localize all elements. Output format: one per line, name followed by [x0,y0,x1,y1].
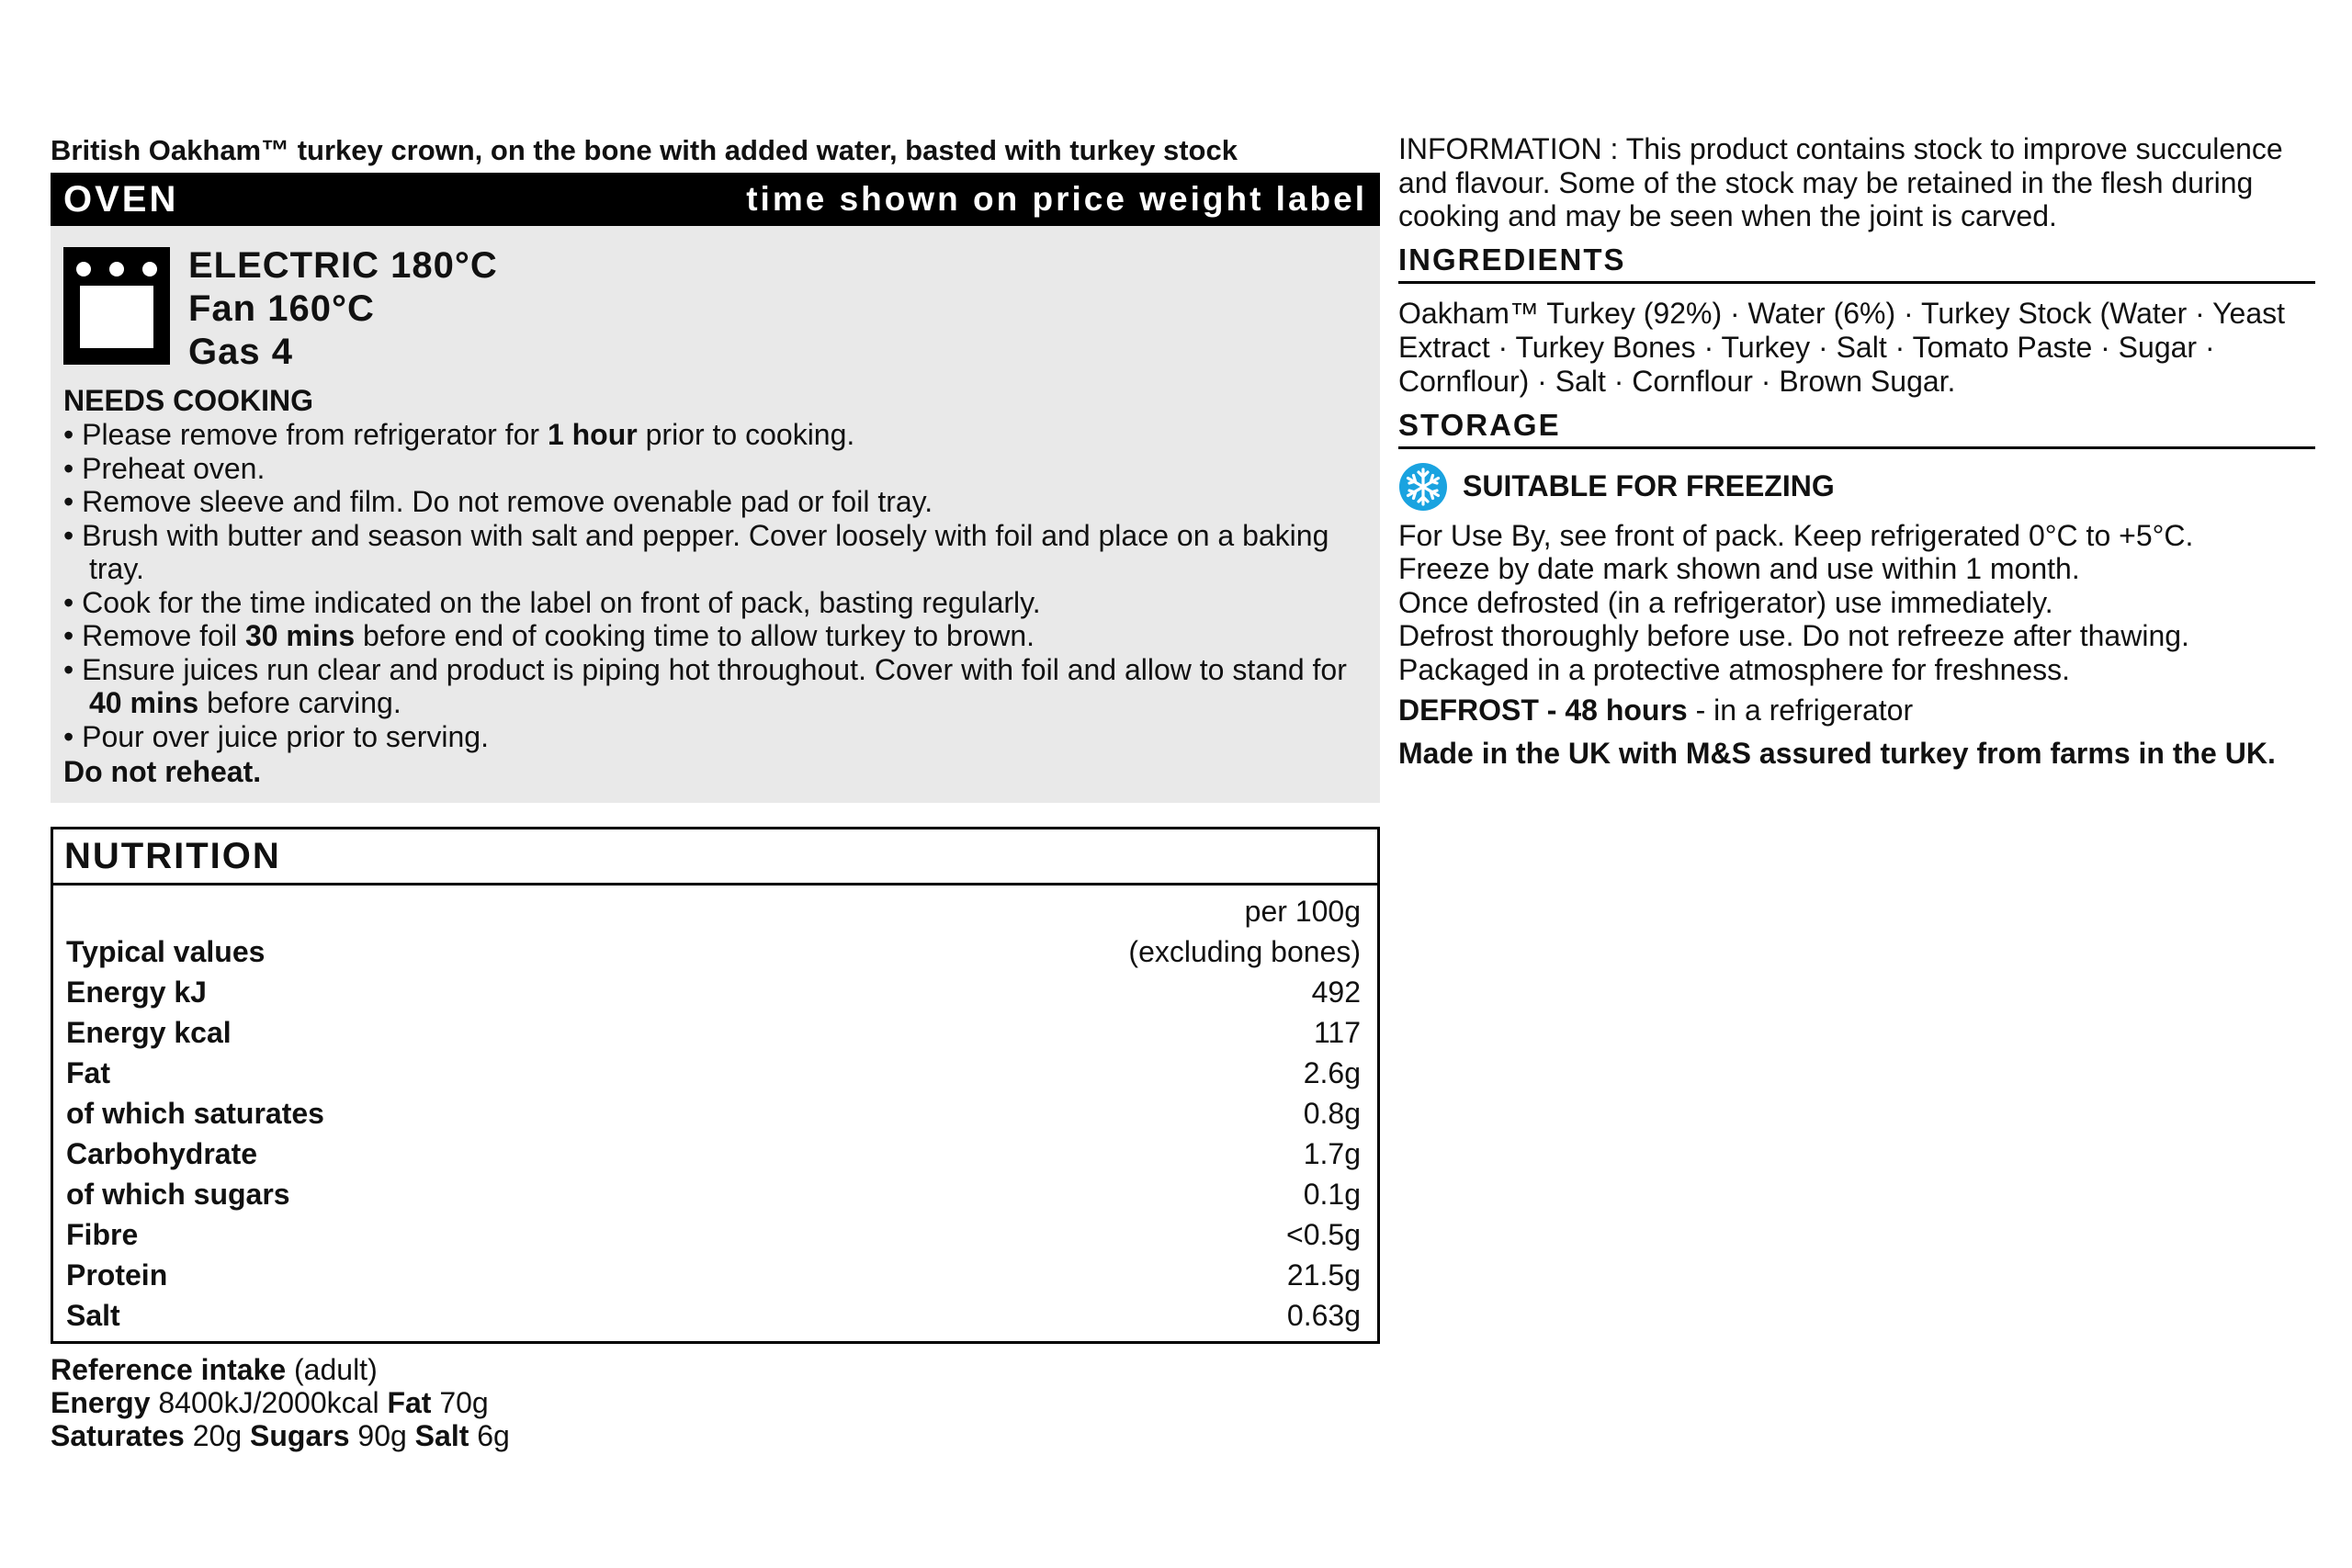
oven-label: OVEN [63,178,179,220]
nutrition-header-row: Typical values (excluding bones) [66,935,1361,968]
nutrition-row: Salt 0.63g [66,1299,1361,1332]
reference-intake: Reference intake (adult) Energy 8400kJ/2000kcal Fat 70g Saturates 20g Sugars 90g Salt 6g [51,1353,510,1452]
cooking-instructions [63,418,1367,753]
instruction-item: • Remove foil 30 mins before end of cooking time to allow turkey to brown. [63,619,1367,653]
origin-statement: Made in the UK with M&S assured turkey from farms in the UK. [1398,737,2276,770]
ingredients-heading: INGREDIENTS [1398,243,2315,284]
instruction-item: • Remove sleeve and film. Do not remove ovenable pad or foil tray. [63,485,1367,519]
oven-instructions-panel [51,226,1380,803]
right-column [1398,129,2315,771]
instruction-item: • Pour over juice prior to serving. [63,720,1367,754]
information-text: INFORMATION : This product contains stock to improve succulence and flavour. Some of the stock may be retained in the flesh during cooking and may be seen when the joint is carved. [1398,132,2283,232]
temp-electric: ELECTRIC 180°C [188,245,498,286]
instruction-item: • Ensure juices run clear and product is piping hot throughout. Cover with foil and allow to stand for 40 mins before carving. [63,653,1367,720]
left-column [51,129,1380,1452]
instruction-item: • Preheat oven. [63,452,1367,486]
freezing-label: SUITABLE FOR FREEZING [1463,469,1835,502]
nutrition-table [51,827,1380,1344]
defrost-instructions: DEFROST - 48 hours - in a refrigerator [1398,694,1914,727]
temp-fan: Fan 160°C [188,288,375,329]
oven-time-note: time shown on price weight label [746,180,1367,218]
oven-temperatures [63,244,1367,374]
nutrition-header-row [66,891,1361,931]
temp-gas: Gas 4 [188,332,293,372]
storage-heading: STORAGE [1398,408,2315,449]
freezing-badge [1398,462,2315,512]
instruction-item: • Cook for the time indicated on the label on front of pack, basting regularly. [63,586,1367,620]
nutrition-title: NUTRITION [53,829,1377,886]
nutrition-row: Fibre <0.5g [66,1218,1361,1251]
nutrition-row: Carbohydrate 1.7g [66,1137,1361,1170]
ingredients-text: Oakham™ Turkey (92%) · Water (6%) · Turkey Stock (Water · Yeast Extract · Turkey Bones · Turkey · Salt · Tomato Paste · Sugar · Cornflour) · Salt · Cornflour · Brown Sugar. [1398,296,2285,398]
snowflake-icon [1398,462,1448,512]
storage-instructions: For Use By, see front of pack. Keep refrigerated 0°C to +5°C. Freeze by date mark shown and use within 1 month. Once defrosted (in a refrigerator) use immediately. Defrost thoroughly before use. Do not refreeze after thawing. Packaged in a protective atmosphere for freshness. [1398,518,2194,686]
product-title: British Oakham™ turkey crown, on the bone with added water, basted with turkey stock [51,134,1238,166]
instruction-item: • Please remove from refrigerator for 1 hour prior to cooking. [63,418,1367,452]
nutrition-row: Energy kJ 492 [66,976,1361,1009]
nutrition-row: Energy kcal 117 [66,1016,1361,1049]
no-reheat-warning: Do not reheat. [63,755,262,788]
instruction-item: • Brush with butter and season with salt and pepper. Cover loosely with foil and place on a baking tray. [63,519,1367,586]
per-100g-label: per 100g [1244,895,1361,928]
needs-cooking-heading: NEEDS COOKING [63,384,314,417]
nutrition-row: Protein 21.5g [66,1258,1361,1292]
oven-header [51,173,1380,226]
nutrition-row: of which saturates 0.8g [66,1097,1361,1130]
nutrition-row: of which sugars 0.1g [66,1178,1361,1211]
nutrition-row: Fat 2.6g [66,1056,1361,1089]
oven-icon [63,247,170,365]
